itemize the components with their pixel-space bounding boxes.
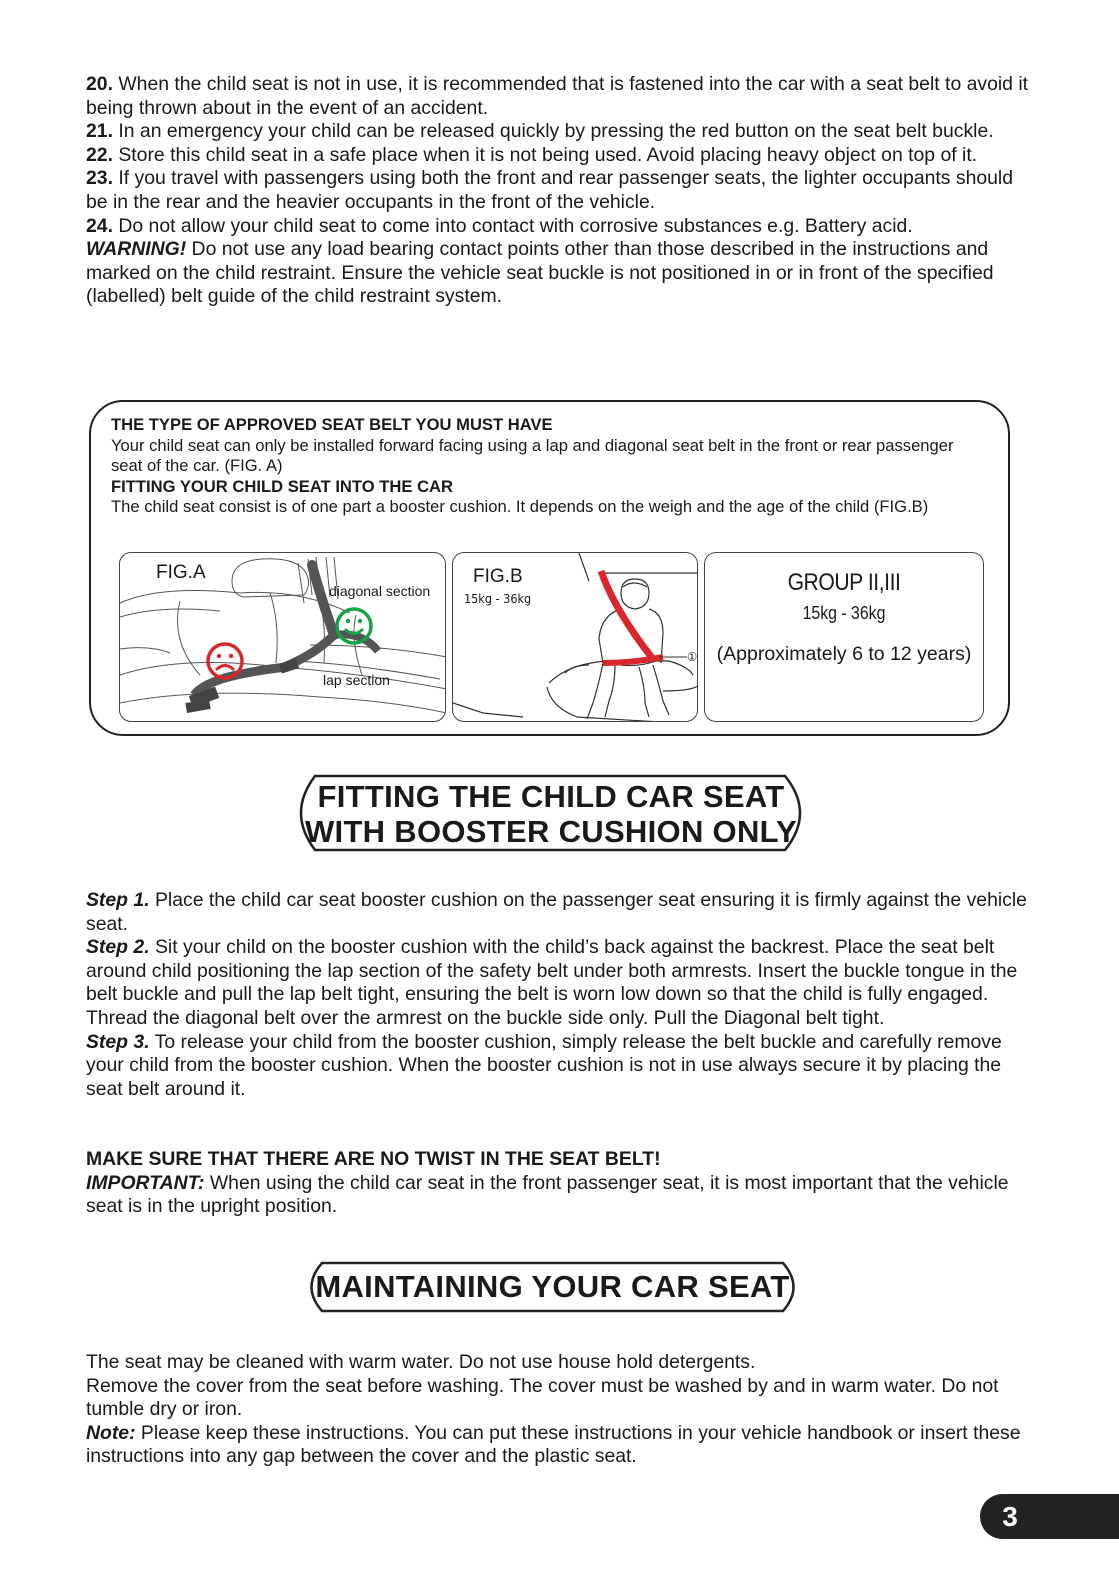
info-text-approved-belt: Your child seat can only be installed forward facing using a lap and diagonal seat belt in the front or rear passenger seat of the car. (FIG. A)	[111, 435, 954, 475]
item-22: 22. Store this child seat in a safe place when it is not being used. Avoid placing heavy object on top of it.	[86, 143, 978, 166]
info-heading-fitting: FITTING YOUR CHILD SEAT INTO THE CAR	[111, 476, 454, 496]
fig-b-marker: ①	[687, 649, 698, 664]
approved-seat-belt-box	[89, 400, 1010, 736]
happy-face-icon	[334, 606, 374, 646]
page-number-tab	[980, 1494, 1119, 1539]
important-note: IMPORTANT: When using the child car seat in the front passenger seat, it is most important that the vehicle seat is in the upright position.	[86, 1171, 1009, 1218]
warning: WARNING! Do not use any load bearing contact points other than those described in the instructions and marked on the child restraint. Ensure the vehicle seat buckle is not positioned in or in front of the specified (labelled) belt guide of the child restraint system.	[86, 238, 994, 308]
fig-b-weight: 15kg - 36kg	[464, 591, 532, 606]
lap-section-label: lap section	[323, 672, 390, 688]
maintaining-line1: The seat may be cleaned with warm water. Do not use house hold detergents.	[86, 1351, 756, 1373]
step-3: Step 3. To release your child from the booster cushion, simply release the belt buckle and carefully remove your child from the booster cushion. When the booster cushion is not in use always secure it by placing the seat belt around it.	[86, 1030, 1002, 1100]
step-2: Step 2. Sit your child on the booster cushion with the child’s back against the backrest. Place the seat belt around child positioning the lap section of the safety belt under both armrests. Insert the buckle tongue in the belt buckle and pull the lap belt tight, ensuring the belt is worn low down so that the child is fully engaged. Thread the diagonal belt over the armrest on the buckle side only. Pull the Diagonal belt tight.	[86, 936, 1018, 1029]
group-title: GROUP II,III	[787, 569, 901, 596]
page-number: 3	[1002, 1501, 1018, 1532]
twist-and-important	[86, 1148, 1031, 1219]
intro-items	[86, 73, 1031, 309]
fitting-title-line2: WITH BOOSTER CUSHION ONLY	[304, 814, 798, 849]
maintaining-title: MAINTAINING YOUR CAR SEAT	[315, 1269, 790, 1304]
item-24: 24. Do not allow your child seat to come into contact with corrosive substances e.g. Battery acid.	[86, 214, 913, 237]
fig-a-label: FIG.A	[156, 562, 206, 583]
fig-b-label: FIG.B	[473, 566, 523, 587]
maintaining-heading-banner	[298, 1260, 807, 1314]
maintaining-text	[86, 1351, 1031, 1469]
fitting-heading-banner	[285, 773, 817, 853]
step-1: Step 1. Place the child car seat booster cushion on the passenger seat ensuring it is firmly against the vehicle seat.	[86, 889, 1027, 935]
diagonal-section-label: diagonal section	[329, 583, 431, 599]
item-20: 20. When the child seat is not in use, it is recommended that is fastened into the car with a seat belt to avoid it being thrown about in the event of an accident.	[86, 73, 1029, 119]
maintaining-line2: Remove the cover from the seat before washing. The cover must be washed by and in warm water. Do not tumble dry or iron.	[86, 1374, 999, 1421]
fig-b-panel	[452, 552, 698, 722]
maintaining-note: Note: Please keep these instructions. You can put these instructions in your vehicle handbook or insert these instructions into any gap between the cover and the plastic seat.	[86, 1421, 1021, 1468]
fitting-title-line1: FITTING THE CHILD CAR SEAT	[317, 779, 785, 814]
fitting-steps	[86, 889, 1031, 1101]
group-age: (Approximately 6 to 12 years)	[716, 643, 972, 665]
item-21: 21. In an emergency your child can be released quickly by pressing the red button on the seat belt buckle.	[86, 120, 994, 143]
info-text-fitting: The child seat consist is of one part a booster cushion. It depends on the weigh and the age of the child (FIG.B)	[111, 497, 929, 516]
info-heading-approved-belt: THE TYPE OF APPROVED SEAT BELT YOU MUST HAVE	[111, 415, 553, 434]
item-23: 23. If you travel with passengers using both the front and rear passenger seats, the lighter occupants should be in the rear and the heavier occupants in the front of the vehicle.	[86, 167, 1014, 213]
twist-warning: MAKE SURE THAT THERE ARE NO TWIST IN THE SEAT BELT!	[86, 1148, 661, 1170]
info-text	[111, 415, 981, 518]
group-panel	[704, 552, 984, 722]
sad-face-icon	[205, 641, 245, 681]
group-weight: 15kg - 36kg	[802, 603, 886, 623]
fig-a-panel	[119, 552, 446, 722]
